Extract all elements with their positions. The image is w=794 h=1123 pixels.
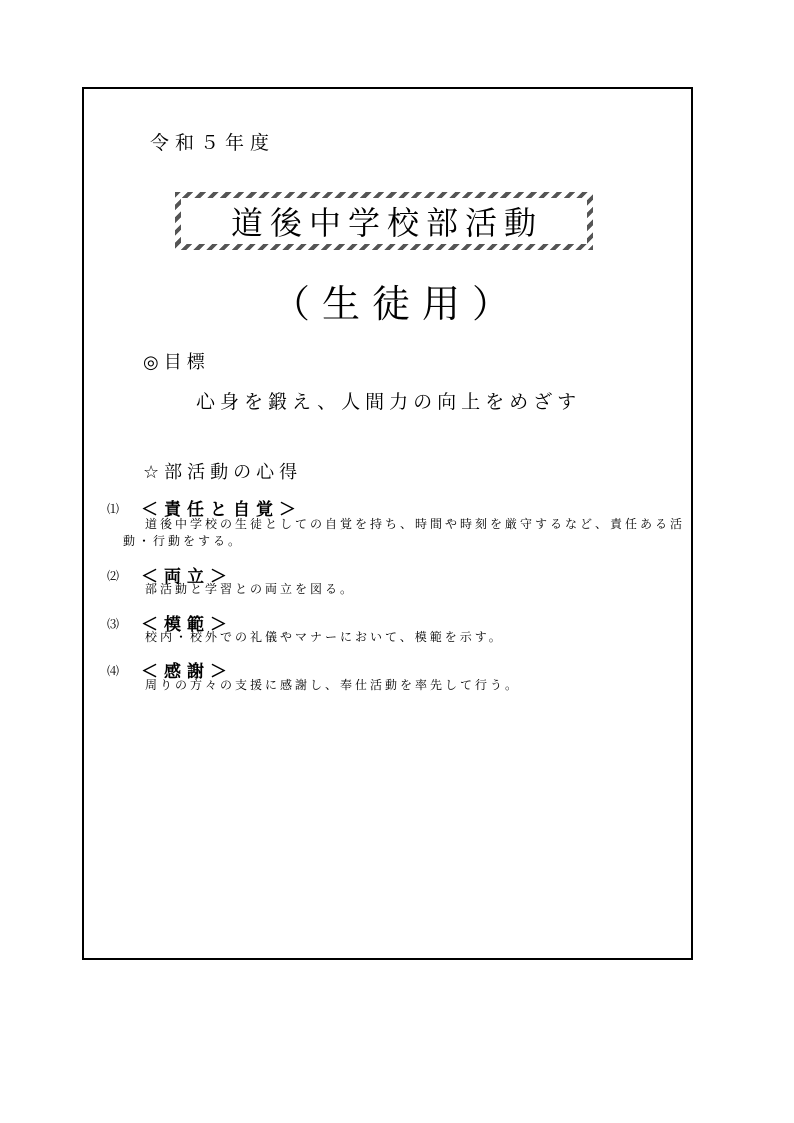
rule-description: 周りの方々の支援に感謝し、奉仕活動を率先して行う。: [145, 678, 521, 692]
rule-title: ＜責任と自覚＞: [141, 500, 302, 520]
rule-number: ⑶: [107, 617, 120, 631]
rule-number: ⑷: [107, 664, 120, 678]
rule-description: 道後中学校の生徒としての自覚を持ち、時間や時刻を厳守するなど、責任ある活動・行動をする。: [123, 517, 686, 548]
goal-text: 心身を鍛え、人間力の向上をめざす: [196, 391, 582, 413]
title-box: [175, 192, 593, 250]
rules-heading: ☆部活動の心得: [143, 462, 303, 483]
rule-title: ＜両立＞: [141, 567, 233, 587]
rule-title: ＜感謝＞: [141, 662, 233, 682]
goal-heading: ◎目標: [143, 352, 210, 373]
rule-title: ＜模範＞: [141, 615, 233, 635]
rule-number: ⑵: [107, 569, 120, 583]
document-subtitle: （生徒用）: [271, 282, 522, 326]
document-title: 道後中学校部活動: [230, 204, 543, 242]
rule-number: ⑴: [107, 502, 120, 516]
year-label: 令和５年度: [150, 132, 276, 154]
rule-description: 部活動と学習との両立を図る。: [145, 582, 356, 596]
rule-description: 校内・校外での礼儀やマナーにおいて、模範を示す。: [145, 630, 504, 644]
